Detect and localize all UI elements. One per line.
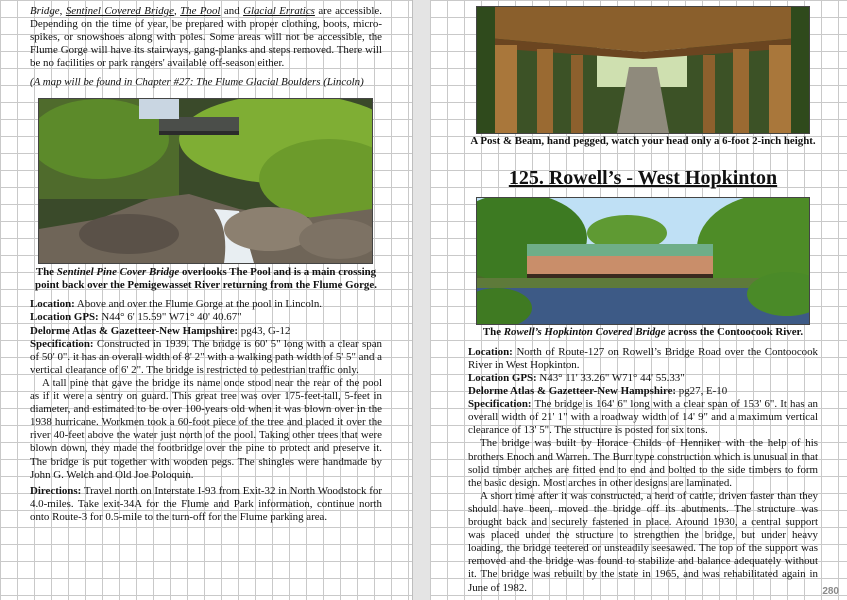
page-gutter [412, 0, 432, 600]
post-beam-caption: A Post & Beam, hand pegged, watch your head only a 6-foot 2-inch height. [470, 135, 816, 147]
page-number: 280 [822, 586, 839, 597]
intro-rest: are accessible. Depending on the time of year, be prepared with proper clothing, boots, micro-spikes, or snowshoes along with poles. Some areas will not be accessible, the Flume Gorge will have its stairways, gang-planks and steps removed. There will be no facilities or park rangers' available off-season either. [30, 5, 382, 70]
sentinel-gps: Location GPS: N44° 6' 15.59" W71° 40' 40.67" [30, 311, 242, 324]
sentinel-delorme: Delorme Atlas & Gazetteer-New Hampshire: pg43, G-12 [30, 324, 291, 337]
rowells-bridge-photo [476, 197, 810, 325]
rowells-gps: Location GPS: N43° 11' 33.26" W71° 44' 55.33" [468, 372, 685, 384]
left-page [0, 0, 412, 600]
rowells-location: Location: North of Route-127 on Rowell’s Bridge Road over the Contoocook River in West Hopkinton. [468, 345, 818, 371]
intro-item-0: Bridge [30, 5, 60, 17]
post-beam-image [477, 7, 809, 133]
intro-item-1[interactable]: Sentinel Covered Bridge [65, 5, 174, 17]
sentinel-directions: Directions: Travel north on Interstate I-93 from Exit-32 in North Woodstock for 4.0-miles. Take exit-34A for the Flume and Park information, continue north onto Route-3 for 0.5-mile to the turn-off for the Flume parking area. [30, 484, 382, 523]
intro-item-3[interactable]: Glacial Erratics [243, 5, 315, 17]
rowells-bridge-image [477, 198, 809, 324]
right-text-column [468, 0, 818, 595]
sentinel-history-paragraph: A tall pine that gave the bridge its name once stood near the rear of the pool as if it were a sentry on guard. This great tree was over 175-feet-tall, 5-feet in diameter, and estimated to be over 100-years old when it was blown over in the 1938 hurricane. Workmen took a 60-foot piece of the tree and placed it over the river 40-feet above the water just north of the pool. Taking other trees that were blown down, they made the footbridge over the pine to protect and preserve it. The bridge is put together with wooden pegs. The shingles were handmade by John G. Welch and Old Joe Poloquin. [30, 376, 382, 481]
intro-paragraph: Bridge, Sentinel Covered Bridge, The Pool and Glacial Erratics are accessible. Depending on the time of year, be prepared with proper clothing, boots, micro-spikes, or snowshoes along with poles. Some areas will not be accessible, the Flume Gorge will have its stairways, gang-planks and steps removed. There will be no facilities or park rangers' available off-season either. [30, 5, 382, 70]
map-note: (A map will be found in Chapter #27: The Flume Glacial Boulders (Lincoln) [30, 76, 364, 89]
sentinel-photo-caption: The Sentinel Pine Cover Bridge overlooks The Pool and is a main crossing point back over the Pemigewasset River returning from the Flume Gorge. [35, 265, 377, 291]
rowells-specification: Specification: The bridge is 164' 6" long with a clear span of 153' 6". It has an overall width of 21' 1" with a roadway width of 14' 9" and a maximum vertical clearance of 13' 5". The structure is posted for six tons. [468, 398, 818, 437]
rowells-delorme: Delorme Atlas & Gazetteer-New Hampshire: pg27, E-10 [468, 385, 728, 398]
intro-item-2[interactable]: The Pool [180, 5, 221, 17]
rowells-construction-paragraph: The bridge was built by Horace Childs of Henniker with the help of his brothers Enoch and Warren. The Burr type construction which is unusual in that solid timber arches are fitted end to end and bolted to the side timbers to form the basic design. Most arches in other designs are laminated. [468, 437, 818, 489]
rowells-history-paragraph: A short time after it was constructed, a herd of cattle, driven faster than they should have been, moved the bridge off its abutments. The structure was brought back and securely fastened in place. Around 1930, a central support was placed under the structure to strengthen the bridge, but under heavy loading, the bridge teetered or unsteadily seesawed. The top of the support was removed and the bridge was found to stabilize and balance adequately without it. The bridge was rebuilt by the state in 1965, and was rehabilitated again in June of 1982. [468, 489, 818, 594]
post-beam-photo [476, 6, 810, 134]
sentinel-location: Location: Above and over the Flume Gorge at the pool in Lincoln. [30, 298, 322, 311]
chapter-title: 125. Rowell’s - West Hopkinton [508, 167, 778, 190]
sentinel-bridge-image [39, 99, 372, 263]
right-page [430, 0, 847, 600]
rowells-photo-caption: The Rowell’s Hopkinton Covered Bridge across the Contoocook River. [482, 326, 804, 339]
sentinel-bridge-photo [38, 98, 373, 264]
sentinel-specification: Specification: Constructed in 1939. The bridge is 60' 5" long with a clear span of 50' 0". it has an overall width of 8' 2" with a walking path width of 5' 5" and a vertical clearance of 6' 2". The bridge is restricted to pedestrian traffic only. [30, 337, 382, 376]
left-text-column [30, 0, 382, 524]
